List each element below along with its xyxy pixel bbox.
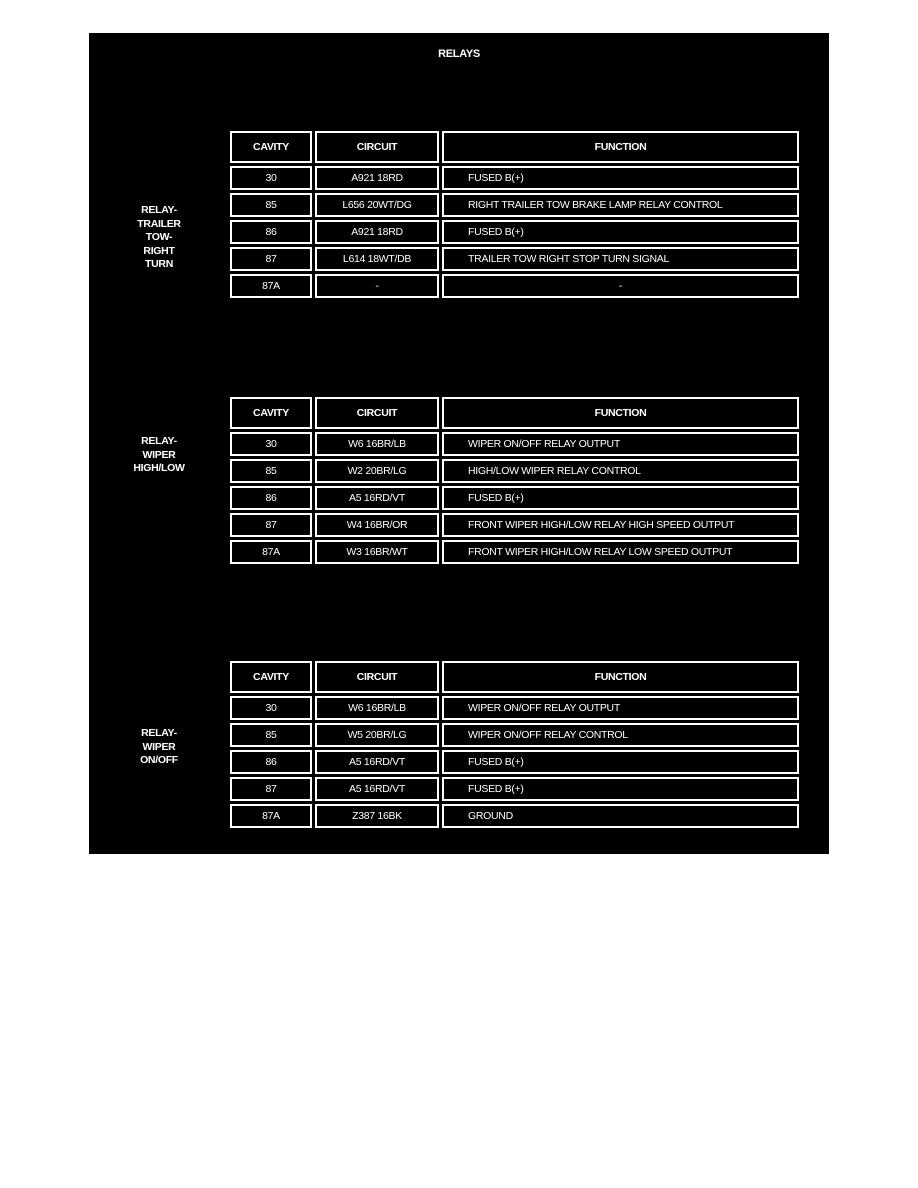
cavity-cell: 85 [230,193,312,217]
relay-label-trailer-tow-right-turn: RELAY- TRAILER TOW- RIGHT TURN [137,204,181,270]
table-row [230,432,802,456]
circuit-cell: Z387 16BK [315,804,439,828]
cavity-cell: 87 [230,513,312,537]
circuit-cell: L656 20WT/DG [315,193,439,217]
circuit-cell: W2 20BR/LG [315,459,439,483]
table-row [230,513,802,537]
function-cell: FUSED B(+) [442,220,799,244]
header-circuit: CIRCUIT [315,397,439,429]
header-function: FUNCTION [442,397,799,429]
table-row [230,777,802,801]
relay-table-trailer-tow-right-turn [230,131,802,301]
circuit-cell: W6 16BR/LB [315,696,439,720]
cavity-cell: 87 [230,247,312,271]
function-cell: FUSED B(+) [442,166,799,190]
table-row [230,750,802,774]
cavity-cell: 87 [230,777,312,801]
relay-table-wiper-high-low [230,397,802,567]
table-row [230,274,802,298]
circuit-cell: A5 16RD/VT [315,750,439,774]
circuit-cell: W5 20BR/LG [315,723,439,747]
table-row [230,166,802,190]
cavity-cell: 87A [230,540,312,564]
cavity-cell: 87A [230,274,312,298]
header-cavity: CAVITY [230,661,312,693]
table-header-row [230,397,802,429]
table-row [230,723,802,747]
table-header-row [230,131,802,163]
cavity-cell: 30 [230,166,312,190]
header-cavity: CAVITY [230,397,312,429]
page-title: RELAYS [438,48,480,60]
circuit-cell: A921 18RD [315,220,439,244]
cavity-cell: 85 [230,723,312,747]
circuit-cell: L614 18WT/DB [315,247,439,271]
header-function: FUNCTION [442,661,799,693]
cavity-cell: 86 [230,486,312,510]
relay-table-wiper-on-off [230,661,802,831]
cavity-cell: 30 [230,696,312,720]
header-function: FUNCTION [442,131,799,163]
circuit-cell: A5 16RD/VT [315,777,439,801]
header-circuit: CIRCUIT [315,661,439,693]
circuit-cell: W3 16BR/WT [315,540,439,564]
circuit-cell: A921 18RD [315,166,439,190]
function-cell: - [442,274,799,298]
function-cell: WIPER ON/OFF RELAY CONTROL [442,723,799,747]
circuit-cell: W4 16BR/OR [315,513,439,537]
table-row [230,247,802,271]
function-cell: GROUND [442,804,799,828]
table-row [230,193,802,217]
table-row [230,804,802,828]
function-cell: HIGH/LOW WIPER RELAY CONTROL [442,459,799,483]
function-cell: FRONT WIPER HIGH/LOW RELAY HIGH SPEED OUTPUT [442,513,799,537]
table-row [230,540,802,564]
function-cell: FUSED B(+) [442,777,799,801]
table-header-row [230,661,802,693]
circuit-cell: - [315,274,439,298]
table-row [230,220,802,244]
cavity-cell: 86 [230,220,312,244]
cavity-cell: 86 [230,750,312,774]
function-cell: TRAILER TOW RIGHT STOP TURN SIGNAL [442,247,799,271]
header-cavity: CAVITY [230,131,312,163]
cavity-cell: 30 [230,432,312,456]
relay-label-wiper-on-off: RELAY- WIPER ON/OFF [140,727,178,766]
table-row [230,696,802,720]
cavity-cell: 85 [230,459,312,483]
function-cell: WIPER ON/OFF RELAY OUTPUT [442,696,799,720]
function-cell: WIPER ON/OFF RELAY OUTPUT [442,432,799,456]
relays-panel [89,33,829,854]
header-circuit: CIRCUIT [315,131,439,163]
function-cell: RIGHT TRAILER TOW BRAKE LAMP RELAY CONTROL [442,193,799,217]
function-cell: FUSED B(+) [442,486,799,510]
table-row [230,486,802,510]
function-cell: FUSED B(+) [442,750,799,774]
function-cell: FRONT WIPER HIGH/LOW RELAY LOW SPEED OUTPUT [442,540,799,564]
relay-label-wiper-high-low: RELAY- WIPER HIGH/LOW [133,435,185,474]
cavity-cell: 87A [230,804,312,828]
circuit-cell: W6 16BR/LB [315,432,439,456]
circuit-cell: A5 16RD/VT [315,486,439,510]
table-row [230,459,802,483]
